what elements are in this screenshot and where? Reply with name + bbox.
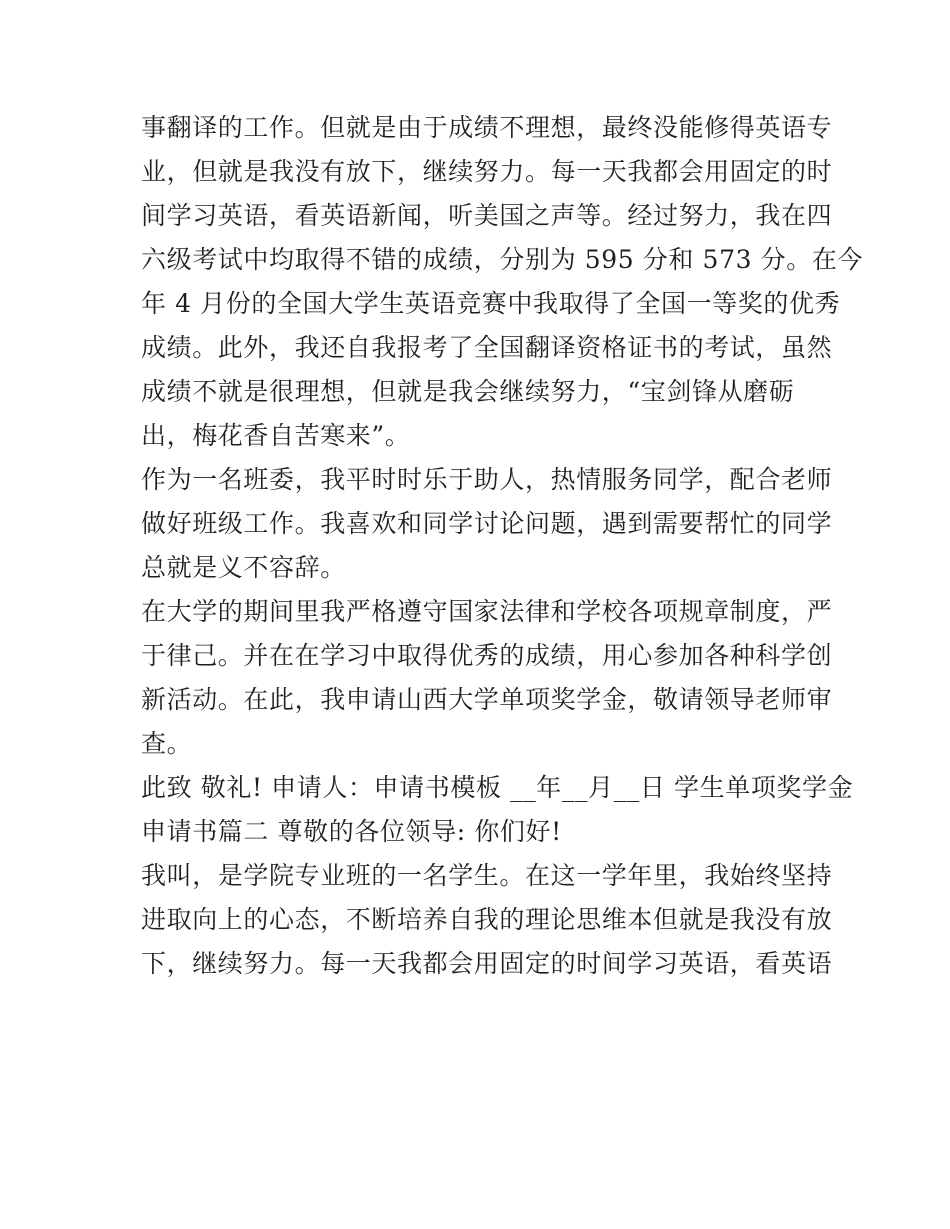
document-body	[141, 106, 864, 986]
text-line: 我叫，是学院专业班的一名学生。在这一学年里，我始终坚持	[141, 861, 833, 890]
text-line: 下，继续努力。每一天我都会用固定的时间学习英语，看英语	[141, 949, 833, 978]
text-line: 此致 敬礼! 申请人：申请书模板 __年__月__日 学生单项奖学金	[141, 773, 854, 802]
text-line: 成绩。此外，我还自我报考了全国翻译资格证书的考试，虽然	[141, 333, 833, 362]
text-line: 六级考试中均取得不错的成绩，分别为 595 分和 573 分。在今	[141, 245, 864, 274]
text-line: 查。	[141, 729, 193, 758]
text-line: 业，但就是我没有放下，继续努力。每一天我都会用固定的时	[141, 157, 833, 186]
text-line: 出，梅花香自苦寒来”。	[141, 421, 411, 450]
text-line: 间学习英语，看英语新闻，听美国之声等。经过努力，我在四	[141, 201, 833, 230]
text-line: 于律己。并在在学习中取得优秀的成绩，用心参加各种科学创	[141, 641, 833, 670]
text-line: 成绩不就是很理想，但就是我会继续努力，“宝剑锋从磨砺	[141, 377, 795, 406]
text-line: 作为一名班委，我平时时乐于助人，热情服务同学，配合老师	[141, 465, 833, 494]
text-line: 年 4 月份的全国大学生英语竞赛中我取得了全国一等奖的优秀	[141, 289, 841, 318]
text-line: 总就是义不容辞。	[141, 553, 346, 582]
text-line: 新活动。在此，我申请山西大学单项奖学金，敬请领导老师审	[141, 685, 833, 714]
text-line: 做好班级工作。我喜欢和同学讨论问题，遇到需要帮忙的同学	[141, 509, 833, 538]
text-line: 申请书篇二 尊敬的各位领导: 你们好!	[141, 817, 562, 846]
text-line: 进取向上的心态，不断培养自我的理论思维本但就是我没有放	[141, 905, 833, 934]
text-line: 在大学的期间里我严格遵守国家法律和学校各项规章制度，严	[141, 597, 833, 626]
text-line: 事翻译的工作。但就是由于成绩不理想，最终没能修得英语专	[141, 113, 833, 142]
